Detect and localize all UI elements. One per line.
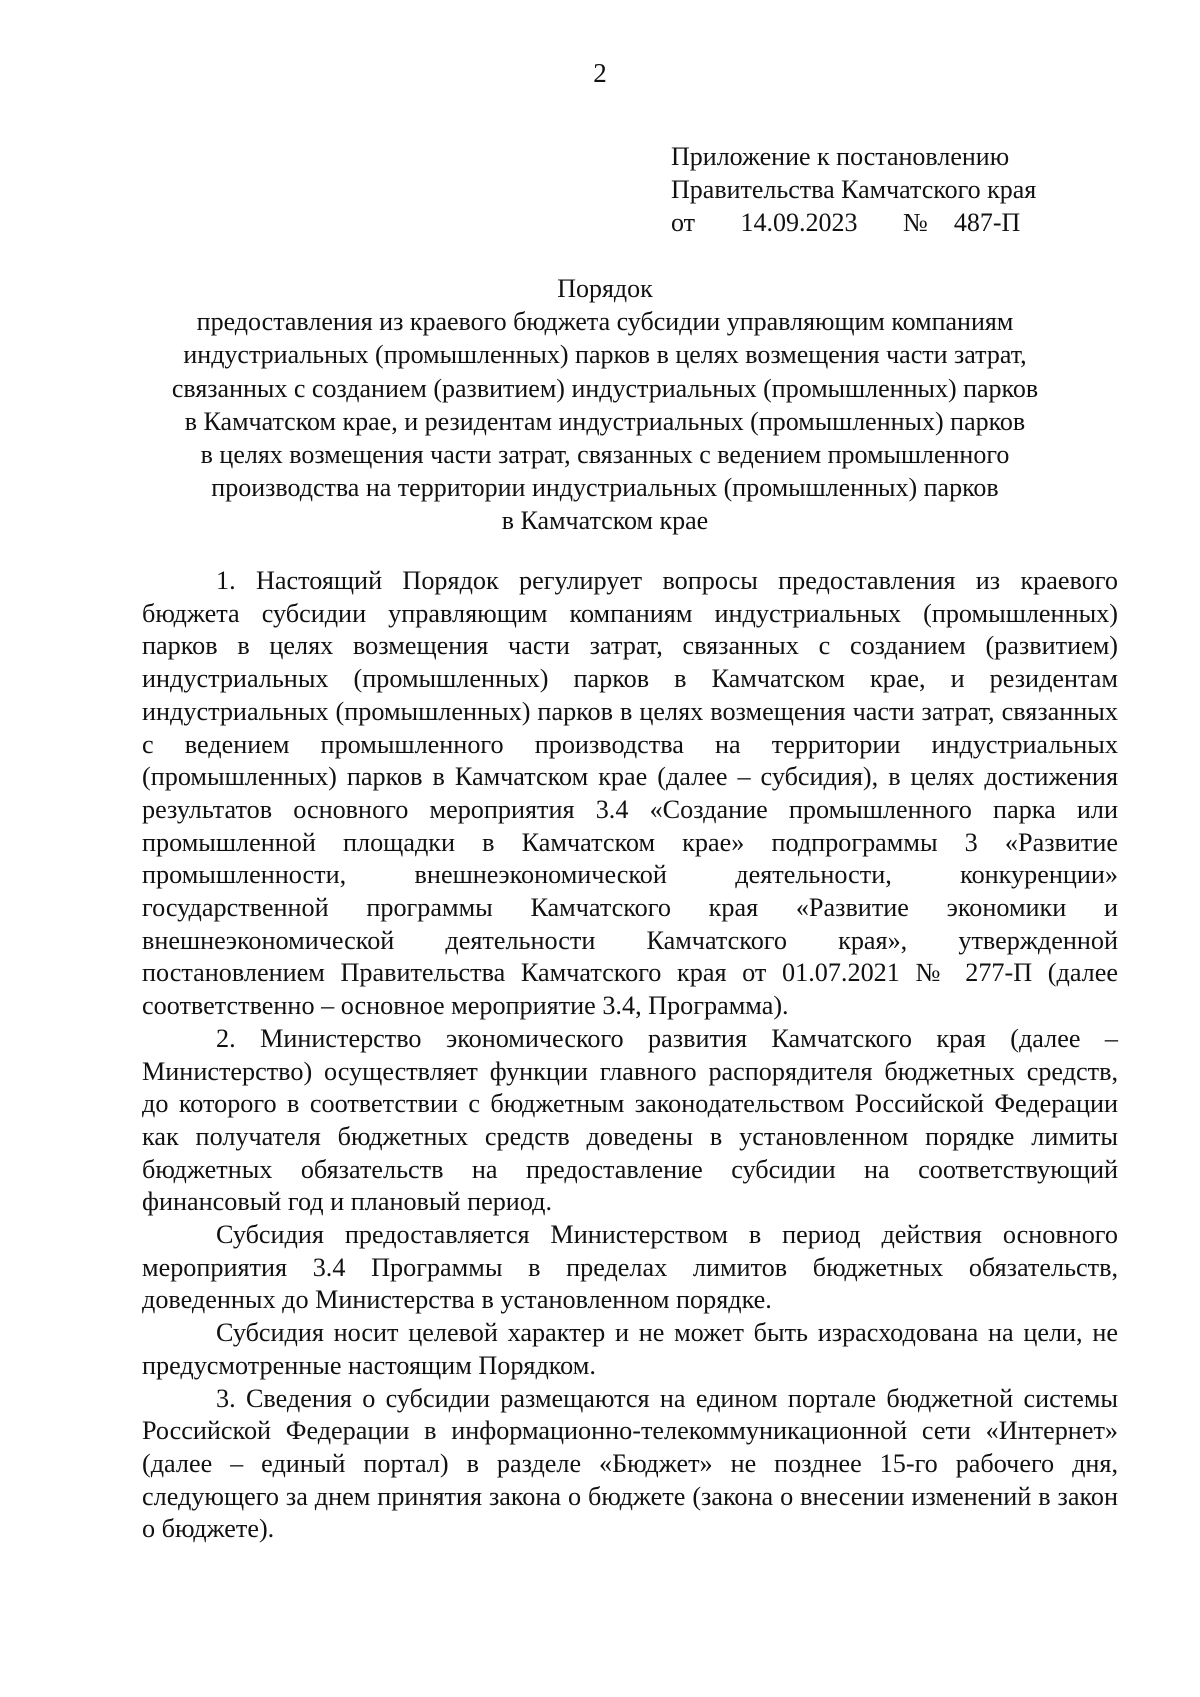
title-line: в целях возмещения части затрат, связанных с ведением промышленного (200, 440, 1010, 470)
paragraph-1: 1. Настоящий Порядок регулирует вопросы предоставления из краевого бюджета субсидии управляющим компаниям индустриальных (промышленных) парков в целях возмещения части затрат, связанных с созданием (развитием) индустриальных (промышленных) парков в Камчатском крае, и резидентам индустриальных (промышленных) парков в целях возмещения части затрат, связанных с ведением промышленного производства на территории индустриальных (промышленных) парков в Камчатском крае (далее – субсидия), в целях достижения результатов основного мероприятия 3.4 «Создание промышленного парка или промышленной площадки в Камчатском крае» подпрограммы 3 «Развитие промышленности, внешнеэкономической деятельности, конкуренции» государственной программы Камчатского края «Развитие экономики и внешнеэкономической деятельности Камчатского края», утвержденной постановлением Правительства Камчатского края от 01.07.2021 № 277-П (далее соответственно – основное мероприятие 3.4, Программа). (142, 566, 1118, 1021)
title-heading: Порядок (557, 274, 653, 303)
title-line: в Камчатском крае, и резидентам индустриальных (промышленных) парков (184, 406, 1026, 436)
title-line: производства на территории индустриальных (промышленных) парков (211, 473, 999, 503)
title-line: в Камчатском крае (501, 506, 709, 536)
document-title (120, 272, 1090, 538)
appendix-line-1: Приложение к постановлению (671, 142, 1010, 171)
title-line: индустриальных (промышленных) парков в целях возмещения части затрат, (183, 340, 1027, 370)
title-line: связанных с созданием (развитием) индустриальных (промышленных) парков (171, 373, 1039, 403)
paragraph-5: 3. Сведения о субсидии размещаются на едином портале бюджетной системы Российской Федерации в информационно-телекоммуникационной сети «Интернет» (далее – единый портал) в разделе «Бюджет» не позднее 15-го рабочего дня, следующего за днем принятия закона о бюджете (закона о внесении изменений в закон о бюджете). (142, 1383, 1118, 1544)
appendix-date-number: от 14.09.2023 № 487-П (671, 208, 1021, 237)
paragraph-2: 2. Министерство экономического развития Камчатского края (далее – Министерство) осуществляет функции главного распорядителя бюджетных средств, до которого в соответствии с бюджетным законодательством Российской Федерации как получателя бюджетных средств доведены в установленном порядке лимиты бюджетных обязательств на предоставление субсидии на соответствующий финансовый год и плановый период. (142, 1023, 1118, 1217)
paragraph-4: Субсидия носит целевой характер и не может быть израсходована на цели, не предусмотренные настоящим Порядком. (142, 1318, 1118, 1380)
document-body (142, 565, 1118, 1546)
title-line: предоставления из краевого бюджета субсидии управляющим компаниям (196, 307, 1014, 337)
page-number: 2 (593, 58, 607, 88)
paragraph-3: Субсидия предоставляется Министерством в период действия основного мероприятия 3.4 Программы в пределах лимитов бюджетных обязательств, доведенных до Министерства в установленном порядке. (142, 1220, 1118, 1315)
appendix-header (671, 140, 1036, 239)
appendix-line-2: Правительства Камчатского края (671, 175, 1037, 204)
